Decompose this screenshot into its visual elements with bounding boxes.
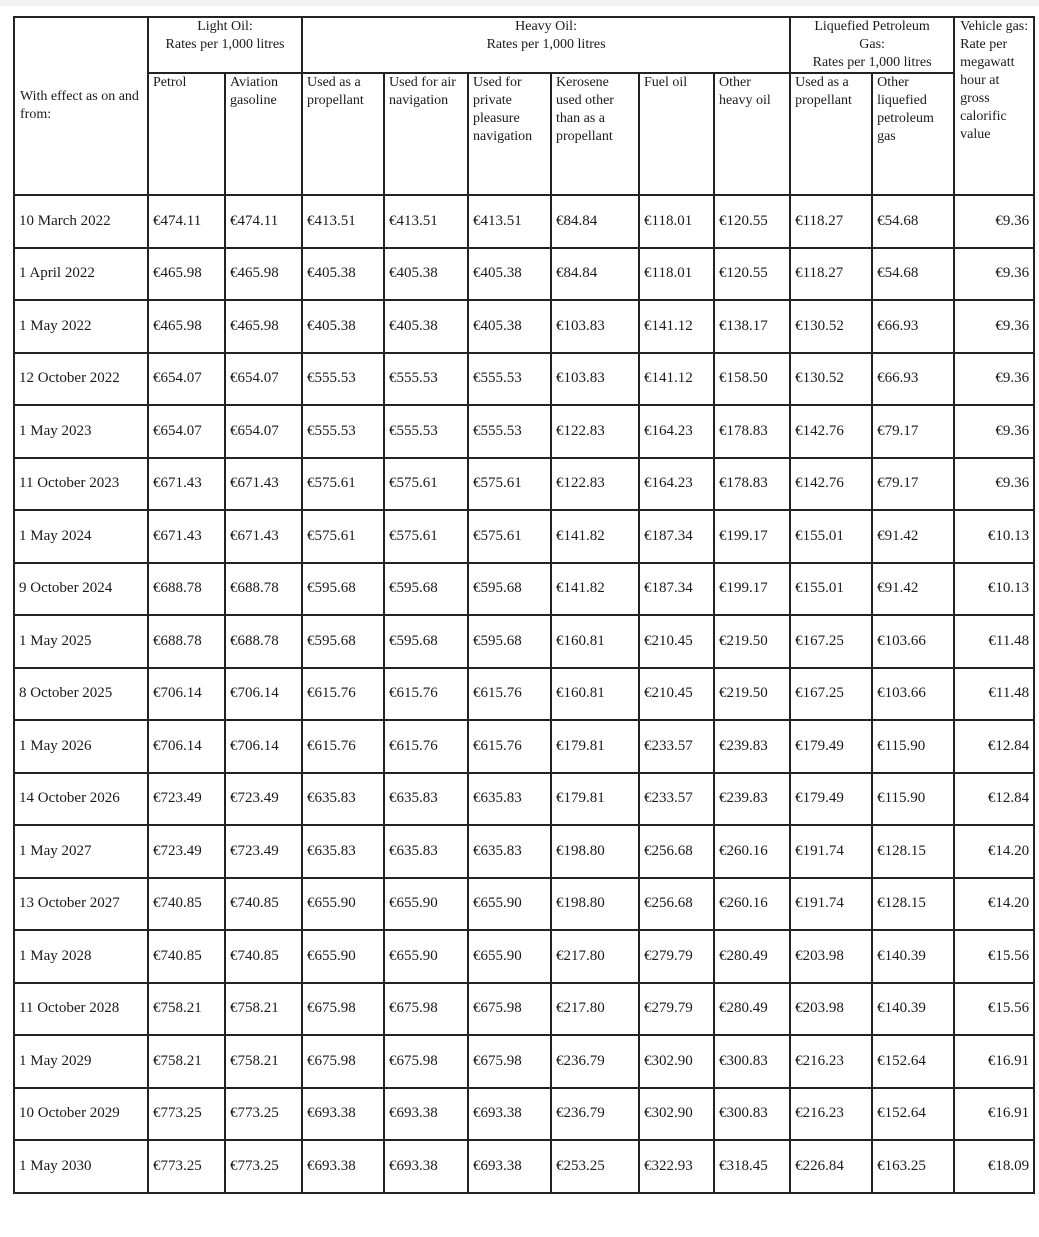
- table-row: [14, 458, 1034, 511]
- fuel-oil-rate-cell: €279.79: [639, 983, 714, 1036]
- private-pleasure-rate-cell: €595.68: [468, 563, 551, 616]
- aviation-gasoline-rate-cell: €723.49: [225, 825, 302, 878]
- kerosene-rate-cell: €122.83: [551, 405, 639, 458]
- other-heavy-oil-rate-cell: €178.83: [714, 458, 790, 511]
- fuel-oil-rate-cell: €210.45: [639, 615, 714, 668]
- air-navigation-rate-cell: €655.90: [384, 878, 468, 931]
- vehicle-gas-rate-cell: €9.36: [954, 405, 1034, 458]
- other-lpg-rate-cell: €152.64: [872, 1088, 954, 1141]
- air-navigation-rate-cell: €405.38: [384, 248, 468, 301]
- kerosene-rate-cell: €179.81: [551, 773, 639, 826]
- col-header-other-lpg: Other liquefied petroleum gas: [872, 73, 954, 195]
- other-heavy-oil-rate-cell: €260.16: [714, 878, 790, 931]
- other-heavy-oil-rate-cell: €318.45: [714, 1140, 790, 1193]
- petrol-rate-cell: €706.14: [148, 668, 225, 721]
- fuel-oil-rate-cell: €210.45: [639, 668, 714, 721]
- petrol-rate-cell: €723.49: [148, 773, 225, 826]
- vehicle-gas-rate-cell: €18.09: [954, 1140, 1034, 1193]
- col-header-kerosene: Kerosene used other than as a propellant: [551, 73, 639, 195]
- air-navigation-rate-cell: €555.53: [384, 405, 468, 458]
- aviation-gasoline-rate-cell: €723.49: [225, 773, 302, 826]
- fuel-oil-rate-cell: €164.23: [639, 458, 714, 511]
- vehicle-gas-header: [954, 17, 1034, 195]
- other-heavy-oil-rate-cell: €219.50: [714, 668, 790, 721]
- fuel-oil-rate-cell: €256.68: [639, 878, 714, 931]
- table-row: [14, 773, 1034, 826]
- header-row-columns: [14, 73, 1034, 195]
- heavy-oil-propellant-rate-cell: €575.61: [302, 458, 384, 511]
- private-pleasure-rate-cell: €555.53: [468, 405, 551, 458]
- air-navigation-rate-cell: €595.68: [384, 563, 468, 616]
- fuel-oil-rate-cell: €141.12: [639, 353, 714, 406]
- fuel-oil-rate-cell: €164.23: [639, 405, 714, 458]
- other-heavy-oil-rate-cell: €199.17: [714, 510, 790, 563]
- effective-date-cell: 1 May 2028: [14, 930, 148, 983]
- effective-date-cell: 10 October 2029: [14, 1088, 148, 1141]
- table-row: [14, 248, 1034, 301]
- fuel-oil-rate-cell: €141.12: [639, 300, 714, 353]
- lpg-propellant-rate-cell: €118.27: [790, 195, 872, 248]
- vehicle-gas-rate-cell: €14.20: [954, 878, 1034, 931]
- light-oil-group-header: [148, 17, 302, 73]
- lpg-propellant-rate-cell: €118.27: [790, 248, 872, 301]
- effective-date-cell: 1 May 2025: [14, 615, 148, 668]
- fuel-oil-rate-cell: €187.34: [639, 510, 714, 563]
- lpg-propellant-rate-cell: €216.23: [790, 1035, 872, 1088]
- other-heavy-oil-rate-cell: €239.83: [714, 720, 790, 773]
- heavy-oil-subtitle: Rates per 1,000 litres: [486, 37, 606, 52]
- effective-date-cell: 13 October 2027: [14, 878, 148, 931]
- heavy-oil-propellant-rate-cell: €405.38: [302, 300, 384, 353]
- table-row: [14, 668, 1034, 721]
- vehicle-gas-rate-cell: €12.84: [954, 720, 1034, 773]
- aviation-gasoline-rate-cell: €671.43: [225, 458, 302, 511]
- aviation-gasoline-rate-cell: €758.21: [225, 1035, 302, 1088]
- lpg-propellant-rate-cell: €191.74: [790, 878, 872, 931]
- vehicle-gas-rate-cell: €16.91: [954, 1035, 1034, 1088]
- kerosene-rate-cell: €103.83: [551, 300, 639, 353]
- aviation-gasoline-rate-cell: €758.21: [225, 983, 302, 1036]
- other-lpg-rate-cell: €91.42: [872, 510, 954, 563]
- heavy-oil-propellant-rate-cell: €635.83: [302, 825, 384, 878]
- other-lpg-rate-cell: €152.64: [872, 1035, 954, 1088]
- lpg-propellant-rate-cell: €226.84: [790, 1140, 872, 1193]
- col-header-heavy-oil-propellant: Used as a propellant: [302, 73, 384, 195]
- effective-date-cell: 11 October 2028: [14, 983, 148, 1036]
- page-top-edge: [0, 0, 1039, 6]
- effective-date-cell: 1 May 2024: [14, 510, 148, 563]
- petrol-rate-cell: €773.25: [148, 1140, 225, 1193]
- lpg-propellant-rate-cell: €167.25: [790, 668, 872, 721]
- other-heavy-oil-rate-cell: €280.49: [714, 983, 790, 1036]
- other-heavy-oil-rate-cell: €219.50: [714, 615, 790, 668]
- petrol-rate-cell: €706.14: [148, 720, 225, 773]
- kerosene-rate-cell: €198.80: [551, 825, 639, 878]
- other-heavy-oil-rate-cell: €280.49: [714, 930, 790, 983]
- private-pleasure-rate-cell: €615.76: [468, 668, 551, 721]
- lpg-propellant-rate-cell: €130.52: [790, 300, 872, 353]
- effective-date-cell: 12 October 2022: [14, 353, 148, 406]
- fuel-oil-rate-cell: €118.01: [639, 195, 714, 248]
- private-pleasure-rate-cell: €615.76: [468, 720, 551, 773]
- other-lpg-rate-cell: €66.93: [872, 300, 954, 353]
- air-navigation-rate-cell: €615.76: [384, 668, 468, 721]
- aviation-gasoline-rate-cell: €706.14: [225, 668, 302, 721]
- col-header-fuel-oil: Fuel oil: [639, 73, 714, 195]
- lpg-propellant-rate-cell: €130.52: [790, 353, 872, 406]
- effective-date-cell: 1 April 2022: [14, 248, 148, 301]
- air-navigation-rate-cell: €615.76: [384, 720, 468, 773]
- other-heavy-oil-rate-cell: €138.17: [714, 300, 790, 353]
- effective-date-header-label: With effect as on and from:: [20, 89, 139, 122]
- vehicle-gas-rate-cell: €15.56: [954, 983, 1034, 1036]
- light-oil-subtitle: Rates per 1,000 litres: [165, 37, 285, 52]
- col-header-other-heavy-oil: Other heavy oil: [714, 73, 790, 195]
- private-pleasure-rate-cell: €693.38: [468, 1088, 551, 1141]
- heavy-oil-propellant-rate-cell: €693.38: [302, 1088, 384, 1141]
- lpg-propellant-rate-cell: €167.25: [790, 615, 872, 668]
- table-header: [14, 17, 1034, 195]
- effective-date-cell: 10 March 2022: [14, 195, 148, 248]
- petrol-rate-cell: €465.98: [148, 300, 225, 353]
- kerosene-rate-cell: €236.79: [551, 1088, 639, 1141]
- lpg-propellant-rate-cell: €203.98: [790, 983, 872, 1036]
- vehicle-gas-rate-cell: €9.36: [954, 195, 1034, 248]
- table-row: [14, 825, 1034, 878]
- aviation-gasoline-rate-cell: €688.78: [225, 615, 302, 668]
- table-row: [14, 563, 1034, 616]
- lpg-title-line2: Gas:: [859, 37, 885, 52]
- air-navigation-rate-cell: €693.38: [384, 1088, 468, 1141]
- table-row: [14, 510, 1034, 563]
- table-row: [14, 300, 1034, 353]
- heavy-oil-propellant-rate-cell: €595.68: [302, 615, 384, 668]
- lpg-propellant-rate-cell: €216.23: [790, 1088, 872, 1141]
- kerosene-rate-cell: €84.84: [551, 195, 639, 248]
- kerosene-rate-cell: €160.81: [551, 668, 639, 721]
- private-pleasure-rate-cell: €635.83: [468, 825, 551, 878]
- col-header-petrol: Petrol: [148, 73, 225, 195]
- other-lpg-rate-cell: €66.93: [872, 353, 954, 406]
- other-heavy-oil-rate-cell: €239.83: [714, 773, 790, 826]
- effective-date-cell: 1 May 2026: [14, 720, 148, 773]
- effective-date-cell: 1 May 2022: [14, 300, 148, 353]
- table-row: [14, 1140, 1034, 1193]
- table-row: [14, 195, 1034, 248]
- petrol-rate-cell: €671.43: [148, 510, 225, 563]
- fuel-oil-rate-cell: €233.57: [639, 773, 714, 826]
- table-row: [14, 930, 1034, 983]
- private-pleasure-rate-cell: €405.38: [468, 248, 551, 301]
- private-pleasure-rate-cell: €693.38: [468, 1140, 551, 1193]
- private-pleasure-rate-cell: €405.38: [468, 300, 551, 353]
- kerosene-rate-cell: €141.82: [551, 563, 639, 616]
- petrol-rate-cell: €723.49: [148, 825, 225, 878]
- petrol-rate-cell: €758.21: [148, 983, 225, 1036]
- table-row: [14, 405, 1034, 458]
- other-heavy-oil-rate-cell: €120.55: [714, 248, 790, 301]
- vehicle-gas-rate-cell: €11.48: [954, 615, 1034, 668]
- aviation-gasoline-rate-cell: €474.11: [225, 195, 302, 248]
- other-lpg-rate-cell: €103.66: [872, 668, 954, 721]
- duty-rates-table: [13, 16, 1035, 1194]
- private-pleasure-rate-cell: €413.51: [468, 195, 551, 248]
- vehicle-gas-rate-cell: €9.36: [954, 458, 1034, 511]
- heavy-oil-propellant-rate-cell: €555.53: [302, 353, 384, 406]
- aviation-gasoline-rate-cell: €654.07: [225, 353, 302, 406]
- effective-date-cell: 1 May 2029: [14, 1035, 148, 1088]
- table-row: [14, 1035, 1034, 1088]
- effective-date-cell: 9 October 2024: [14, 563, 148, 616]
- fuel-oil-rate-cell: €279.79: [639, 930, 714, 983]
- other-heavy-oil-rate-cell: €300.83: [714, 1035, 790, 1088]
- heavy-oil-propellant-rate-cell: €575.61: [302, 510, 384, 563]
- lpg-title-line1: Liquefied Petroleum: [814, 19, 930, 34]
- fuel-oil-rate-cell: €118.01: [639, 248, 714, 301]
- petrol-rate-cell: €773.25: [148, 1088, 225, 1141]
- kerosene-rate-cell: €253.25: [551, 1140, 639, 1193]
- petrol-rate-cell: €740.85: [148, 878, 225, 931]
- aviation-gasoline-rate-cell: €465.98: [225, 248, 302, 301]
- heavy-oil-propellant-rate-cell: €595.68: [302, 563, 384, 616]
- other-lpg-rate-cell: €91.42: [872, 563, 954, 616]
- fuel-oil-rate-cell: €302.90: [639, 1088, 714, 1141]
- air-navigation-rate-cell: €555.53: [384, 353, 468, 406]
- kerosene-rate-cell: €198.80: [551, 878, 639, 931]
- kerosene-rate-cell: €84.84: [551, 248, 639, 301]
- aviation-gasoline-rate-cell: €465.98: [225, 300, 302, 353]
- heavy-oil-group-header: [302, 17, 790, 73]
- air-navigation-rate-cell: €575.61: [384, 510, 468, 563]
- other-lpg-rate-cell: €140.39: [872, 983, 954, 1036]
- vehicle-gas-rate-cell: €10.13: [954, 510, 1034, 563]
- heavy-oil-title: Heavy Oil:: [515, 19, 577, 34]
- table-row: [14, 878, 1034, 931]
- heavy-oil-propellant-rate-cell: €635.83: [302, 773, 384, 826]
- other-lpg-rate-cell: €140.39: [872, 930, 954, 983]
- other-lpg-rate-cell: €79.17: [872, 458, 954, 511]
- petrol-rate-cell: €688.78: [148, 563, 225, 616]
- aviation-gasoline-rate-cell: €740.85: [225, 878, 302, 931]
- table-row: [14, 1088, 1034, 1141]
- other-lpg-rate-cell: €163.25: [872, 1140, 954, 1193]
- col-header-aviation-gasoline: Aviation gasoline: [225, 73, 302, 195]
- heavy-oil-propellant-rate-cell: €615.76: [302, 720, 384, 773]
- col-header-air-navigation: Used for air navigation: [384, 73, 468, 195]
- petrol-rate-cell: €688.78: [148, 615, 225, 668]
- kerosene-rate-cell: €141.82: [551, 510, 639, 563]
- other-lpg-rate-cell: €128.15: [872, 878, 954, 931]
- kerosene-rate-cell: €122.83: [551, 458, 639, 511]
- effective-date-cell: 14 October 2026: [14, 773, 148, 826]
- kerosene-rate-cell: €236.79: [551, 1035, 639, 1088]
- heavy-oil-propellant-rate-cell: €655.90: [302, 878, 384, 931]
- kerosene-rate-cell: €160.81: [551, 615, 639, 668]
- effective-date-cell: 1 May 2027: [14, 825, 148, 878]
- vehicle-gas-rate-cell: €9.36: [954, 353, 1034, 406]
- aviation-gasoline-rate-cell: €773.25: [225, 1140, 302, 1193]
- heavy-oil-propellant-rate-cell: €615.76: [302, 668, 384, 721]
- vehicle-gas-rate-cell: €14.20: [954, 825, 1034, 878]
- private-pleasure-rate-cell: €575.61: [468, 510, 551, 563]
- vehicle-gas-rate-cell: €9.36: [954, 248, 1034, 301]
- table-row: [14, 615, 1034, 668]
- lpg-propellant-rate-cell: €142.76: [790, 458, 872, 511]
- aviation-gasoline-rate-cell: €706.14: [225, 720, 302, 773]
- lpg-group-header: [790, 17, 954, 73]
- lpg-propellant-rate-cell: €203.98: [790, 930, 872, 983]
- petrol-rate-cell: €671.43: [148, 458, 225, 511]
- private-pleasure-rate-cell: €675.98: [468, 983, 551, 1036]
- air-navigation-rate-cell: €655.90: [384, 930, 468, 983]
- other-lpg-rate-cell: €54.68: [872, 195, 954, 248]
- private-pleasure-rate-cell: €595.68: [468, 615, 551, 668]
- lpg-propellant-rate-cell: €179.49: [790, 773, 872, 826]
- fuel-oil-rate-cell: €302.90: [639, 1035, 714, 1088]
- aviation-gasoline-rate-cell: €740.85: [225, 930, 302, 983]
- other-lpg-rate-cell: €54.68: [872, 248, 954, 301]
- private-pleasure-rate-cell: €655.90: [468, 930, 551, 983]
- private-pleasure-rate-cell: €635.83: [468, 773, 551, 826]
- fuel-oil-rate-cell: €256.68: [639, 825, 714, 878]
- other-heavy-oil-rate-cell: €158.50: [714, 353, 790, 406]
- air-navigation-rate-cell: €635.83: [384, 773, 468, 826]
- vehicle-gas-rate-cell: €12.84: [954, 773, 1034, 826]
- effective-date-cell: 8 October 2025: [14, 668, 148, 721]
- private-pleasure-rate-cell: €675.98: [468, 1035, 551, 1088]
- air-navigation-rate-cell: €575.61: [384, 458, 468, 511]
- effective-date-header: [14, 17, 148, 195]
- vehicle-gas-rate-cell: €16.91: [954, 1088, 1034, 1141]
- vehicle-gas-rate-cell: €15.56: [954, 930, 1034, 983]
- effective-date-cell: 1 May 2023: [14, 405, 148, 458]
- table-row: [14, 353, 1034, 406]
- air-navigation-rate-cell: €675.98: [384, 983, 468, 1036]
- other-lpg-rate-cell: €79.17: [872, 405, 954, 458]
- other-heavy-oil-rate-cell: €300.83: [714, 1088, 790, 1141]
- air-navigation-rate-cell: €405.38: [384, 300, 468, 353]
- lpg-subtitle: Rates per 1,000 litres: [812, 55, 932, 70]
- kerosene-rate-cell: €103.83: [551, 353, 639, 406]
- heavy-oil-propellant-rate-cell: €655.90: [302, 930, 384, 983]
- lpg-propellant-rate-cell: €155.01: [790, 510, 872, 563]
- effective-date-cell: 1 May 2030: [14, 1140, 148, 1193]
- aviation-gasoline-rate-cell: €688.78: [225, 563, 302, 616]
- heavy-oil-propellant-rate-cell: €675.98: [302, 1035, 384, 1088]
- col-header-lpg-propellant: Used as a propellant: [790, 73, 872, 195]
- air-navigation-rate-cell: €635.83: [384, 825, 468, 878]
- other-heavy-oil-rate-cell: €199.17: [714, 563, 790, 616]
- other-heavy-oil-rate-cell: €120.55: [714, 195, 790, 248]
- other-lpg-rate-cell: €115.90: [872, 773, 954, 826]
- kerosene-rate-cell: €179.81: [551, 720, 639, 773]
- lpg-propellant-rate-cell: €179.49: [790, 720, 872, 773]
- other-lpg-rate-cell: €103.66: [872, 615, 954, 668]
- other-heavy-oil-rate-cell: €178.83: [714, 405, 790, 458]
- kerosene-rate-cell: €217.80: [551, 983, 639, 1036]
- fuel-oil-rate-cell: €187.34: [639, 563, 714, 616]
- petrol-rate-cell: €474.11: [148, 195, 225, 248]
- heavy-oil-propellant-rate-cell: €413.51: [302, 195, 384, 248]
- other-lpg-rate-cell: €115.90: [872, 720, 954, 773]
- other-lpg-rate-cell: €128.15: [872, 825, 954, 878]
- air-navigation-rate-cell: €595.68: [384, 615, 468, 668]
- petrol-rate-cell: €654.07: [148, 353, 225, 406]
- air-navigation-rate-cell: €693.38: [384, 1140, 468, 1193]
- heavy-oil-propellant-rate-cell: €555.53: [302, 405, 384, 458]
- aviation-gasoline-rate-cell: €654.07: [225, 405, 302, 458]
- private-pleasure-rate-cell: €655.90: [468, 878, 551, 931]
- aviation-gasoline-rate-cell: €671.43: [225, 510, 302, 563]
- petrol-rate-cell: €654.07: [148, 405, 225, 458]
- kerosene-rate-cell: €217.80: [551, 930, 639, 983]
- air-navigation-rate-cell: €413.51: [384, 195, 468, 248]
- effective-date-cell: 11 October 2023: [14, 458, 148, 511]
- lpg-propellant-rate-cell: €142.76: [790, 405, 872, 458]
- table-row: [14, 720, 1034, 773]
- private-pleasure-rate-cell: €555.53: [468, 353, 551, 406]
- petrol-rate-cell: €740.85: [148, 930, 225, 983]
- private-pleasure-rate-cell: €575.61: [468, 458, 551, 511]
- vehicle-gas-rate-cell: €11.48: [954, 668, 1034, 721]
- col-header-private-pleasure-navigation: Used for private pleasure navigation: [468, 73, 551, 195]
- heavy-oil-propellant-rate-cell: €405.38: [302, 248, 384, 301]
- air-navigation-rate-cell: €675.98: [384, 1035, 468, 1088]
- heavy-oil-propellant-rate-cell: €675.98: [302, 983, 384, 1036]
- lpg-propellant-rate-cell: €191.74: [790, 825, 872, 878]
- lpg-propellant-rate-cell: €155.01: [790, 563, 872, 616]
- vehicle-gas-rate-cell: €10.13: [954, 563, 1034, 616]
- fuel-oil-rate-cell: €322.93: [639, 1140, 714, 1193]
- petrol-rate-cell: €758.21: [148, 1035, 225, 1088]
- table-body: [14, 195, 1034, 1193]
- light-oil-title: Light Oil:: [197, 19, 253, 34]
- vehicle-gas-rate-cell: €9.36: [954, 300, 1034, 353]
- header-row-groups: [14, 17, 1034, 73]
- heavy-oil-propellant-rate-cell: €693.38: [302, 1140, 384, 1193]
- aviation-gasoline-rate-cell: €773.25: [225, 1088, 302, 1141]
- table-row: [14, 983, 1034, 1036]
- petrol-rate-cell: €465.98: [148, 248, 225, 301]
- other-heavy-oil-rate-cell: €260.16: [714, 825, 790, 878]
- vehicle-gas-header-label: Vehicle gas: Rate per megawatt hour at gross calorific value: [960, 19, 1029, 142]
- fuel-oil-rate-cell: €233.57: [639, 720, 714, 773]
